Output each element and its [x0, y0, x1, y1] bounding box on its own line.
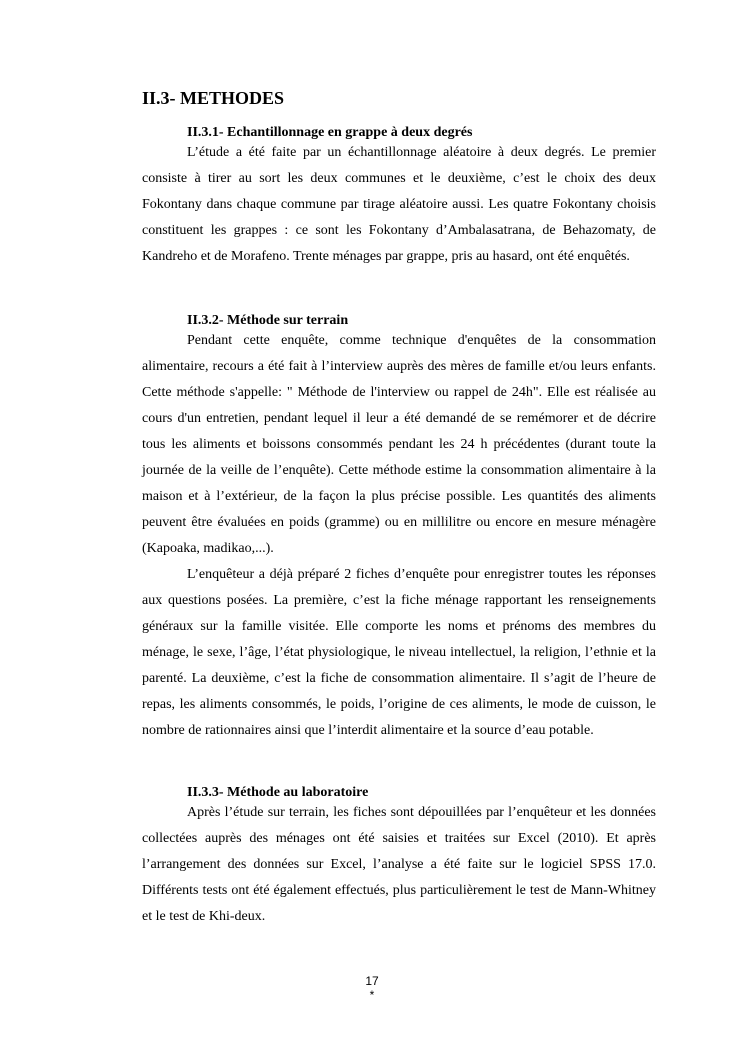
- subsection-heading: II.3.1- Echantillonnage en grappe à deux degrés: [187, 125, 473, 140]
- page-number: 17: [365, 974, 379, 988]
- subsection-heading: II.3.2- Méthode sur terrain: [187, 313, 349, 328]
- paragraph: L’étude a été faite par un échantillonnage aléatoire à deux degrés. Le premier consiste à tirer au sort les deux communes et le deuxième, c’est le choix des deux Fokontany dans chaque commune par tirage aléatoire aussi. Les quatre Fokontany choisis constituent les grappes : ce sont les Fokontany d’Ambalasatrana, de Behazomaty, de Kandreho et de Morafeno. Trente ménages par grappe, pris au hasard, ont été enquêtés.: [142, 145, 656, 264]
- paragraph: Pendant cette enquête, comme technique d'enquêtes de la consommation alimentaire, recours a été fait à l’interview auprès des mères de famille et/ou leurs enfants. Cette méthode s'appelle: " Méthode de l'interview ou rappel de 24h". Elle est réalisée au cours d'un entretien, pendant lequel il leur a été demandé de se remémorer et de décrire tous les aliments et boissons consommés pendant les 24 h précédentes (durant toute la journée de la veille de l’enquête). Cette méthode estime la consommation alimentaire à la maison et à l’extérieur, de la façon la plus précise possible. Les quantités des aliments peuvent être évaluées en poids (gramme) ou en millilitre ou encore en mesure ménagère (Kapoaka, madikao,...).: [142, 333, 656, 556]
- paragraph: L’enquêteur a déjà préparé 2 fiches d’enquête pour enregistrer toutes les réponses aux questions posées. La première, c’est la fiche ménage rapportant les renseignements généraux sur la famille visitée. Elle comporte les noms et prénoms des membres du ménage, le sexe, l’âge, l’état physiologique, le niveau intellectuel, la religion, l’ethnie et la parenté. La deuxième, c’est la fiche de consommation alimentaire. Il s’agit de l’heure de repas, les aliments consommés, le poids, l’origine de ces aliments, le mode de cuisson, le nombre de rationnaires ainsi que l’interdit alimentaire et la source d’eau potable.: [142, 567, 656, 738]
- footer-mark: *: [369, 988, 375, 1002]
- paragraph: Après l’étude sur terrain, les fiches sont dépouillées par l’enquêteur et les données collectées auprès des ménages ont été saisies et traitées sur Excel (2010). Et après l’arrangement des données sur Excel, l’analyse a été faite sur le logiciel SPSS 17.0. Différents tests ont été également effectués, plus particulièrement le test de Mann-Whitney et le test de Khi-deux.: [142, 805, 656, 924]
- subsection-heading: II.3.3- Méthode au laboratoire: [187, 785, 369, 800]
- section-title: II.3- METHODES: [142, 88, 285, 108]
- subsection-echantillonnage: [142, 124, 656, 270]
- subsection-methode-laboratoire: [142, 784, 656, 930]
- page-footer: [0, 974, 744, 1002]
- subsection-methode-terrain: [142, 312, 656, 744]
